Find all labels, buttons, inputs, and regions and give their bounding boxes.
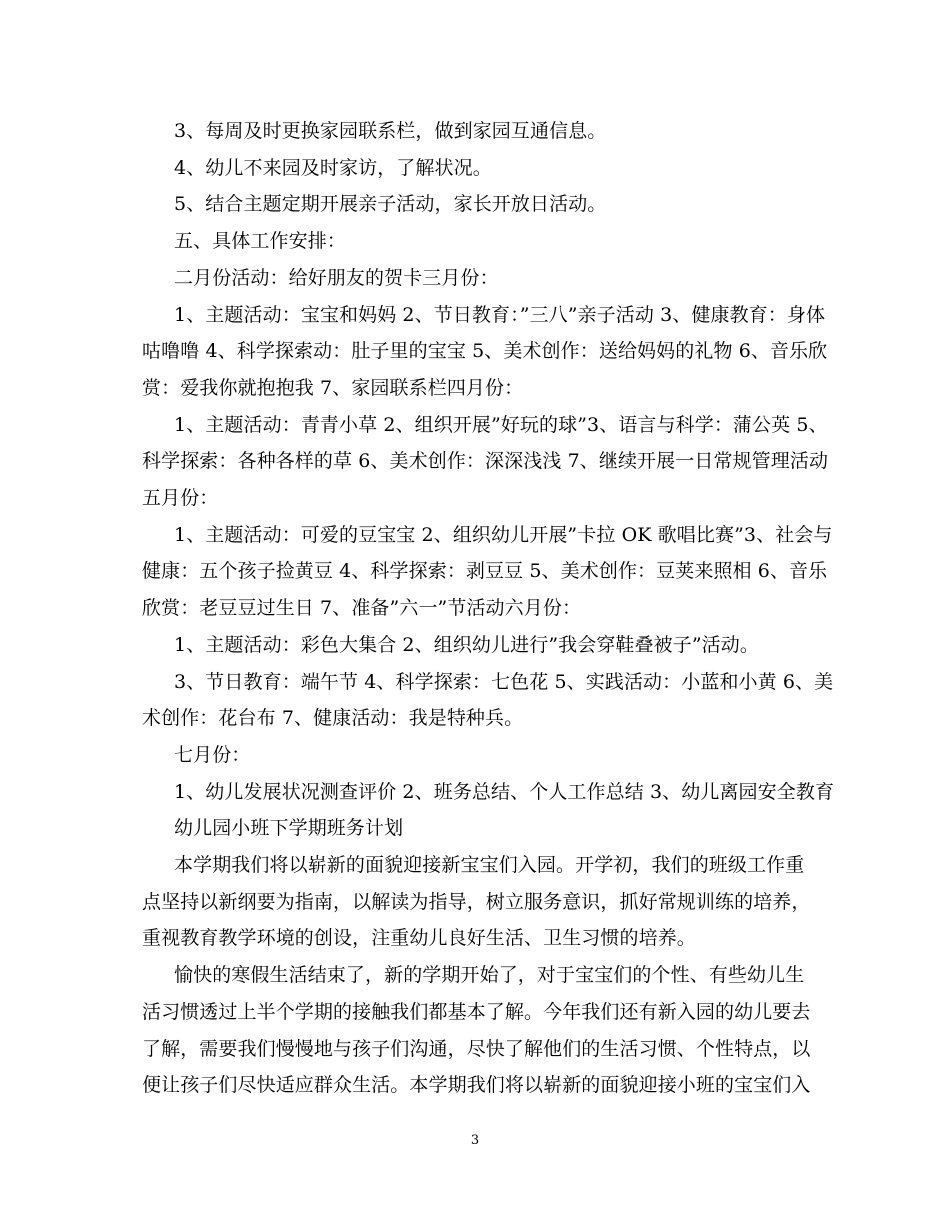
text-line-3: 5、结合主题定期开展亲子活动，家长开放日活动。 — [174, 193, 607, 216]
text-line-1: 3、每周及时更换家园联系栏，做到家园互通信息。 — [174, 120, 607, 142]
text-line-19: 1、幼儿发展状况测查评价 2、班务总结、个人工作总结 3、幼儿离园安全教育 — [174, 780, 835, 803]
text-line-24: 愉快的寒假生活结束了，新的学期开始了，对于宝宝们的个性、有些幼儿生 — [174, 964, 805, 987]
text-line-12: 1、主题活动：可爱的豆宝宝 2、组织幼儿开展”卡拉 OK 歌唱比赛”3、社会与 — [174, 523, 833, 546]
text-line-6: 1、主题活动：宝宝和妈妈 2、节日教育：”三八”亲子活动 3、健康教育：身体 — [174, 303, 826, 326]
text-line-11: 五月份： — [142, 487, 219, 510]
text-line-14: 欣赏：老豆豆过生日 7、准备”六一”节活动六月份： — [142, 597, 582, 620]
text-line-5: 二月份活动：给好朋友的贺卡三月份： — [174, 266, 499, 289]
text-line-25: 活习惯透过上半个学期的接触我们都基本了解。今年我们还有新入园的幼儿要去 — [142, 1000, 811, 1023]
page-number: 3 — [470, 1133, 480, 1148]
text-line-2: 4、幼儿不来园及时家访，了解状况。 — [174, 156, 492, 179]
text-line-8: 赏：爱我你就抱抱我 7、家园联系栏四月份： — [142, 376, 524, 399]
text-line-21: 本学期我们将以崭新的面貌迎接新宝宝们入园。开学初，我们的班级工作重 — [174, 854, 805, 877]
text-line-9: 1、主题活动：青青小草 2、组织开展”好玩的球”3、语言与科学：蒲公英 5、 — [174, 413, 828, 436]
text-line-23: 重视教育教学环境的创设，注重幼儿良好生活、卫生习惯的培养。 — [142, 927, 696, 950]
text-line-22: 点坚持以新纲要为指南，以解读为指导，树立服务意识，抓好常规训练的培养， — [142, 890, 811, 913]
text-line-27: 便让孩子们尽快适应群众生活。本学期我们将以崭新的面貌迎接小班的宝宝们入 — [142, 1074, 811, 1097]
document-subtitle: 幼儿园小班下学期班务计划 — [174, 817, 404, 840]
text-line-16: 3、节日教育：端午节 4、科学探索：七色花 5、实践活动：小蓝和小黄 6、美 — [174, 670, 834, 693]
text-line-7: 咕噜噜 4、科学探索动：肚子里的宝宝 5、美术创作：送给妈妈的礼物 6、音乐欣 — [142, 340, 828, 363]
text-line-17: 术创作：花台布 7、健康活动：我是特种兵。 — [142, 707, 524, 730]
text-line-10: 科学探索：各种各样的草 6、美术创作：深深浅浅 7、继续开展一日常规管理活动 — [142, 450, 829, 473]
text-line-26: 了解，需要我们慢慢地与孩子们沟通，尽快了解他们的生活习惯、个性特点，以 — [142, 1037, 811, 1060]
section-heading: 五、具体工作安排： — [174, 230, 346, 253]
text-line-18: 七月份： — [174, 743, 251, 766]
text-line-13: 健康：五个孩子捡黄豆 4、科学探索：剥豆豆 5、美术创作：豆荚来照相 6、音乐 — [142, 560, 828, 583]
text-line-15: 1、主题活动：彩色大集合 2、组织幼儿进行”我会穿鞋叠被子”活动。 — [174, 633, 759, 656]
document-body — [142, 113, 835, 1104]
